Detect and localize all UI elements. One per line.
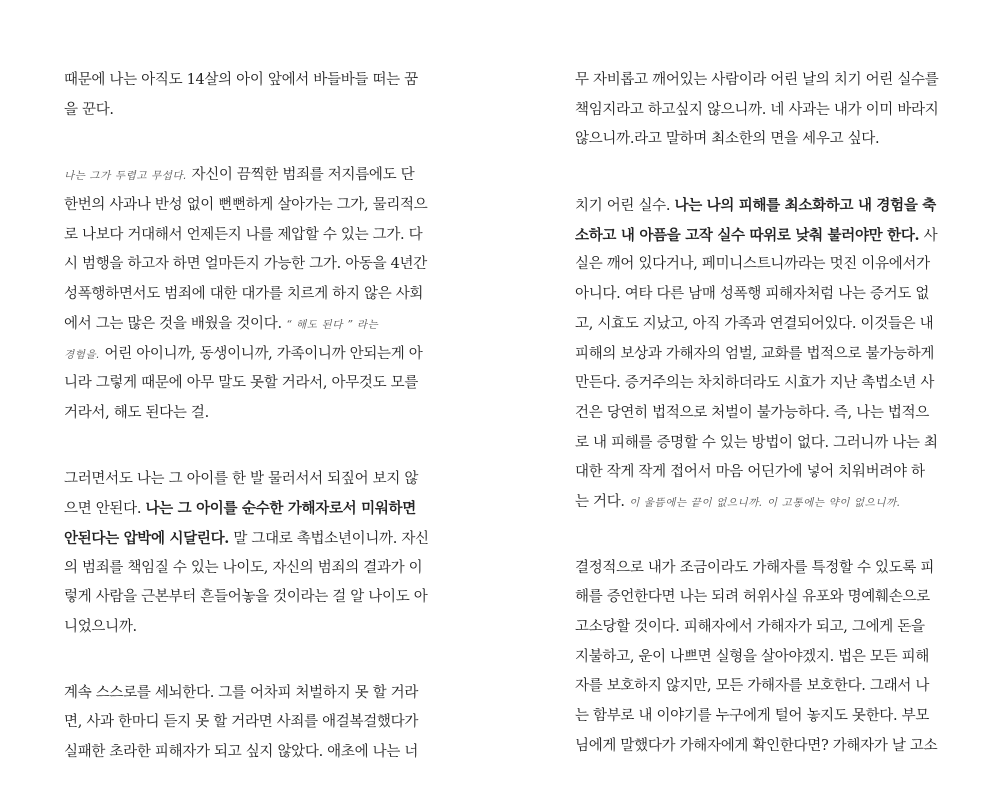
body-text: 해를 증언한다면 나는 되려 허위사실 유포와 명예훼손으로: [575, 589, 930, 606]
bold-text: 소하고 내 아픔을 고작 실수 따위로 낮춰 불러야만 한다.: [575, 226, 920, 244]
text-line: [64, 96, 432, 126]
body-text: 아니다. 여타 다른 남매 성폭행 피해자처럼 나는 증거도 없: [575, 286, 930, 303]
paragraph: [64, 161, 432, 428]
text-line: [575, 399, 943, 429]
bold-text: 안된다는 압박에 시달린다.: [64, 529, 230, 547]
body-text: 말 그대로 촉법소년이니까. 자신: [229, 530, 429, 547]
body-text: 책임지라고 하고싶지 않으니까. 네 사과는 내가 이미 바라지: [575, 101, 939, 118]
text-line: [575, 340, 943, 370]
text-line: [64, 340, 432, 370]
body-text: 거라서, 해도 된다는 걸.: [64, 404, 209, 421]
body-text: 어린 아이니까, 동생이니까, 가족이니까 안되는게 아: [100, 345, 423, 362]
text-line: [64, 494, 432, 524]
text-line: [575, 66, 943, 96]
body-text: 실패한 초라한 피해자가 되고 싶지 않았다. 애초에 나는 너: [64, 744, 419, 761]
text-line: [575, 583, 943, 613]
text-line: [64, 369, 432, 399]
paragraph: [64, 679, 432, 768]
body-text: 만든다. 증거주의는 차치하더라도 시효가 지난 촉법소년 사: [575, 375, 935, 392]
text-line: [575, 429, 943, 459]
body-text: 고소당할 것이다. 피해자에서 가해자가 되고, 그에게 돈을: [575, 619, 925, 635]
body-text: 때문에 나는 아직도 14살의 아이 앞에서 바들바들 떠는 꿈: [64, 72, 418, 88]
text-line: [64, 191, 432, 221]
text-line: [575, 554, 943, 584]
text-line: [575, 369, 943, 399]
text-line: [64, 66, 432, 96]
text-line: [64, 465, 432, 495]
text-line: [575, 96, 943, 126]
text-line: [575, 221, 943, 251]
body-text: 한번의 사과나 반성 없이 뻔뻔하게 살아가는 그가, 물리적으: [64, 197, 428, 214]
text-line: [64, 161, 432, 191]
body-text: 렇게 사람을 근본부터 흔들어놓을 것이라는 걸 알 나이도 아: [64, 589, 428, 606]
body-text: 로 내 피해를 증명할 수 있는 방법이 없다. 그러니까 나는 최: [575, 434, 938, 451]
handwritten-text: 경험을.: [64, 348, 101, 361]
text-line: [575, 191, 943, 221]
text-line: [575, 613, 943, 643]
body-text: 면, 사과 한마디 듣지 못 할 거라면 사죄를 애걸복걸했다가: [64, 714, 419, 731]
body-text: 건은 당연히 법적으로 처벌이 불가능하다. 즉, 나는 법적으: [575, 404, 930, 421]
paragraph: [575, 554, 943, 762]
body-text: 피해의 보상과 가해자의 엄벌, 교화를 법적으로 불가능하게: [575, 345, 935, 362]
body-text: 치기 어린 실수.: [575, 198, 675, 215]
text-line: [64, 708, 432, 738]
text-line: [64, 524, 432, 554]
body-text: 에서 그는 많은 것을 배웠을 것이다.: [64, 315, 287, 332]
body-text: 계속 스스로를 세뇌한다. 그를 어차피 처벌하지 못 할 거라: [64, 684, 419, 701]
handwritten-text: “ 해도 된다 ” 라는: [286, 318, 379, 331]
body-text: 실은 깨어 있다거나, 페미니스트니까라는 멋진 이유에서가: [575, 256, 930, 273]
paragraph: [64, 465, 432, 643]
text-line: [575, 488, 943, 518]
body-text: 성폭행하면서도 범죄에 대한 대가를 치르게 하지 않은 사회: [64, 286, 424, 303]
body-text: 니었으니까.: [64, 619, 137, 635]
text-line: [575, 250, 943, 280]
body-text: 님에게 말했다가 가해자에게 확인한다면? 가해자가 날 고소: [575, 737, 938, 754]
body-text: 의 범죄를 책임질 수 있는 나이도, 자신의 범죄의 결과가 이: [64, 559, 423, 576]
body-text: 무 자비롭고 깨어있는 사람이라 어린 날의 치기 어린 실수를: [575, 72, 939, 88]
bold-text: 나는 그 아이를 순수한 가해자로서 미워하면: [145, 500, 416, 518]
text-line: [575, 702, 943, 732]
text-line: [575, 458, 943, 488]
body-text: 로 나보다 거대해서 언제든지 나를 제압할 수 있는 그가. 다: [64, 226, 423, 243]
text-line: [64, 221, 432, 251]
paragraph: [575, 191, 943, 518]
body-text: 는 거다.: [575, 493, 630, 510]
text-line: [64, 310, 432, 340]
handwritten-text: 나는 그가 두렵고 무섭다.: [64, 170, 188, 183]
text-line: [575, 280, 943, 310]
left-page: [64, 66, 432, 804]
body-text: 으면 안된다.: [64, 501, 146, 518]
text-line: [64, 679, 432, 709]
body-text: 대한 작게 작게 접어서 마음 어딘가에 넣어 치워버려야 하: [575, 464, 925, 481]
text-line: [64, 583, 432, 613]
paragraph: [575, 66, 943, 155]
body-text: 니라 그렇게 때문에 아무 말도 못할 거라서, 아무것도 모를: [64, 375, 419, 392]
text-line: [575, 672, 943, 702]
body-text: 않으니까.라고 말하며 최소한의 면을 세우고 싶다.: [575, 131, 880, 148]
body-text: 자를 보호하지 않지만, 모든 가해자를 보호한다. 그래서 나: [575, 678, 930, 695]
body-text: 자신이 끔찍한 범죄를 저지름에도 단: [187, 167, 415, 184]
handwritten-text: 이 울뜸에는 끝이 없으니까. 이 고통에는 약이 없으니까.: [629, 496, 901, 509]
text-line: [64, 399, 432, 429]
text-line: [64, 738, 432, 768]
body-text: 고, 시효도 지났고, 아직 가족과 연결되어있다. 이것들은 내: [575, 315, 934, 332]
body-text: 시 범행을 하고자 하면 얼마든지 가능한 그가. 아동을 4년간: [64, 256, 427, 273]
text-line: [64, 613, 432, 643]
body-text: 는 함부로 내 이야기를 누구에게 털어 놓지도 못한다. 부모: [575, 708, 930, 725]
text-line: [64, 554, 432, 584]
body-text: 그러면서도 나는 그 아이를 한 발 물러서서 되짚어 보지 않: [64, 470, 419, 487]
body-text: 을 꾼다.: [64, 101, 114, 118]
body-text: 지불하고, 운이 나쁘면 실형을 살아야겠지. 법은 모든 피해: [575, 648, 930, 665]
text-line: [575, 125, 943, 155]
text-line: [64, 280, 432, 310]
text-line: [575, 732, 943, 762]
bold-text: 나는 나의 피해를 최소화하고 내 경험을 축: [674, 197, 936, 215]
text-line: [64, 250, 432, 280]
text-line: [575, 643, 943, 673]
right-page: [575, 66, 943, 797]
text-line: [575, 310, 943, 340]
body-text: 사: [919, 227, 938, 244]
paragraph: [64, 66, 432, 125]
body-text: 결정적으로 내가 조금이라도 가해자를 특정할 수 있도록 피: [575, 559, 935, 576]
